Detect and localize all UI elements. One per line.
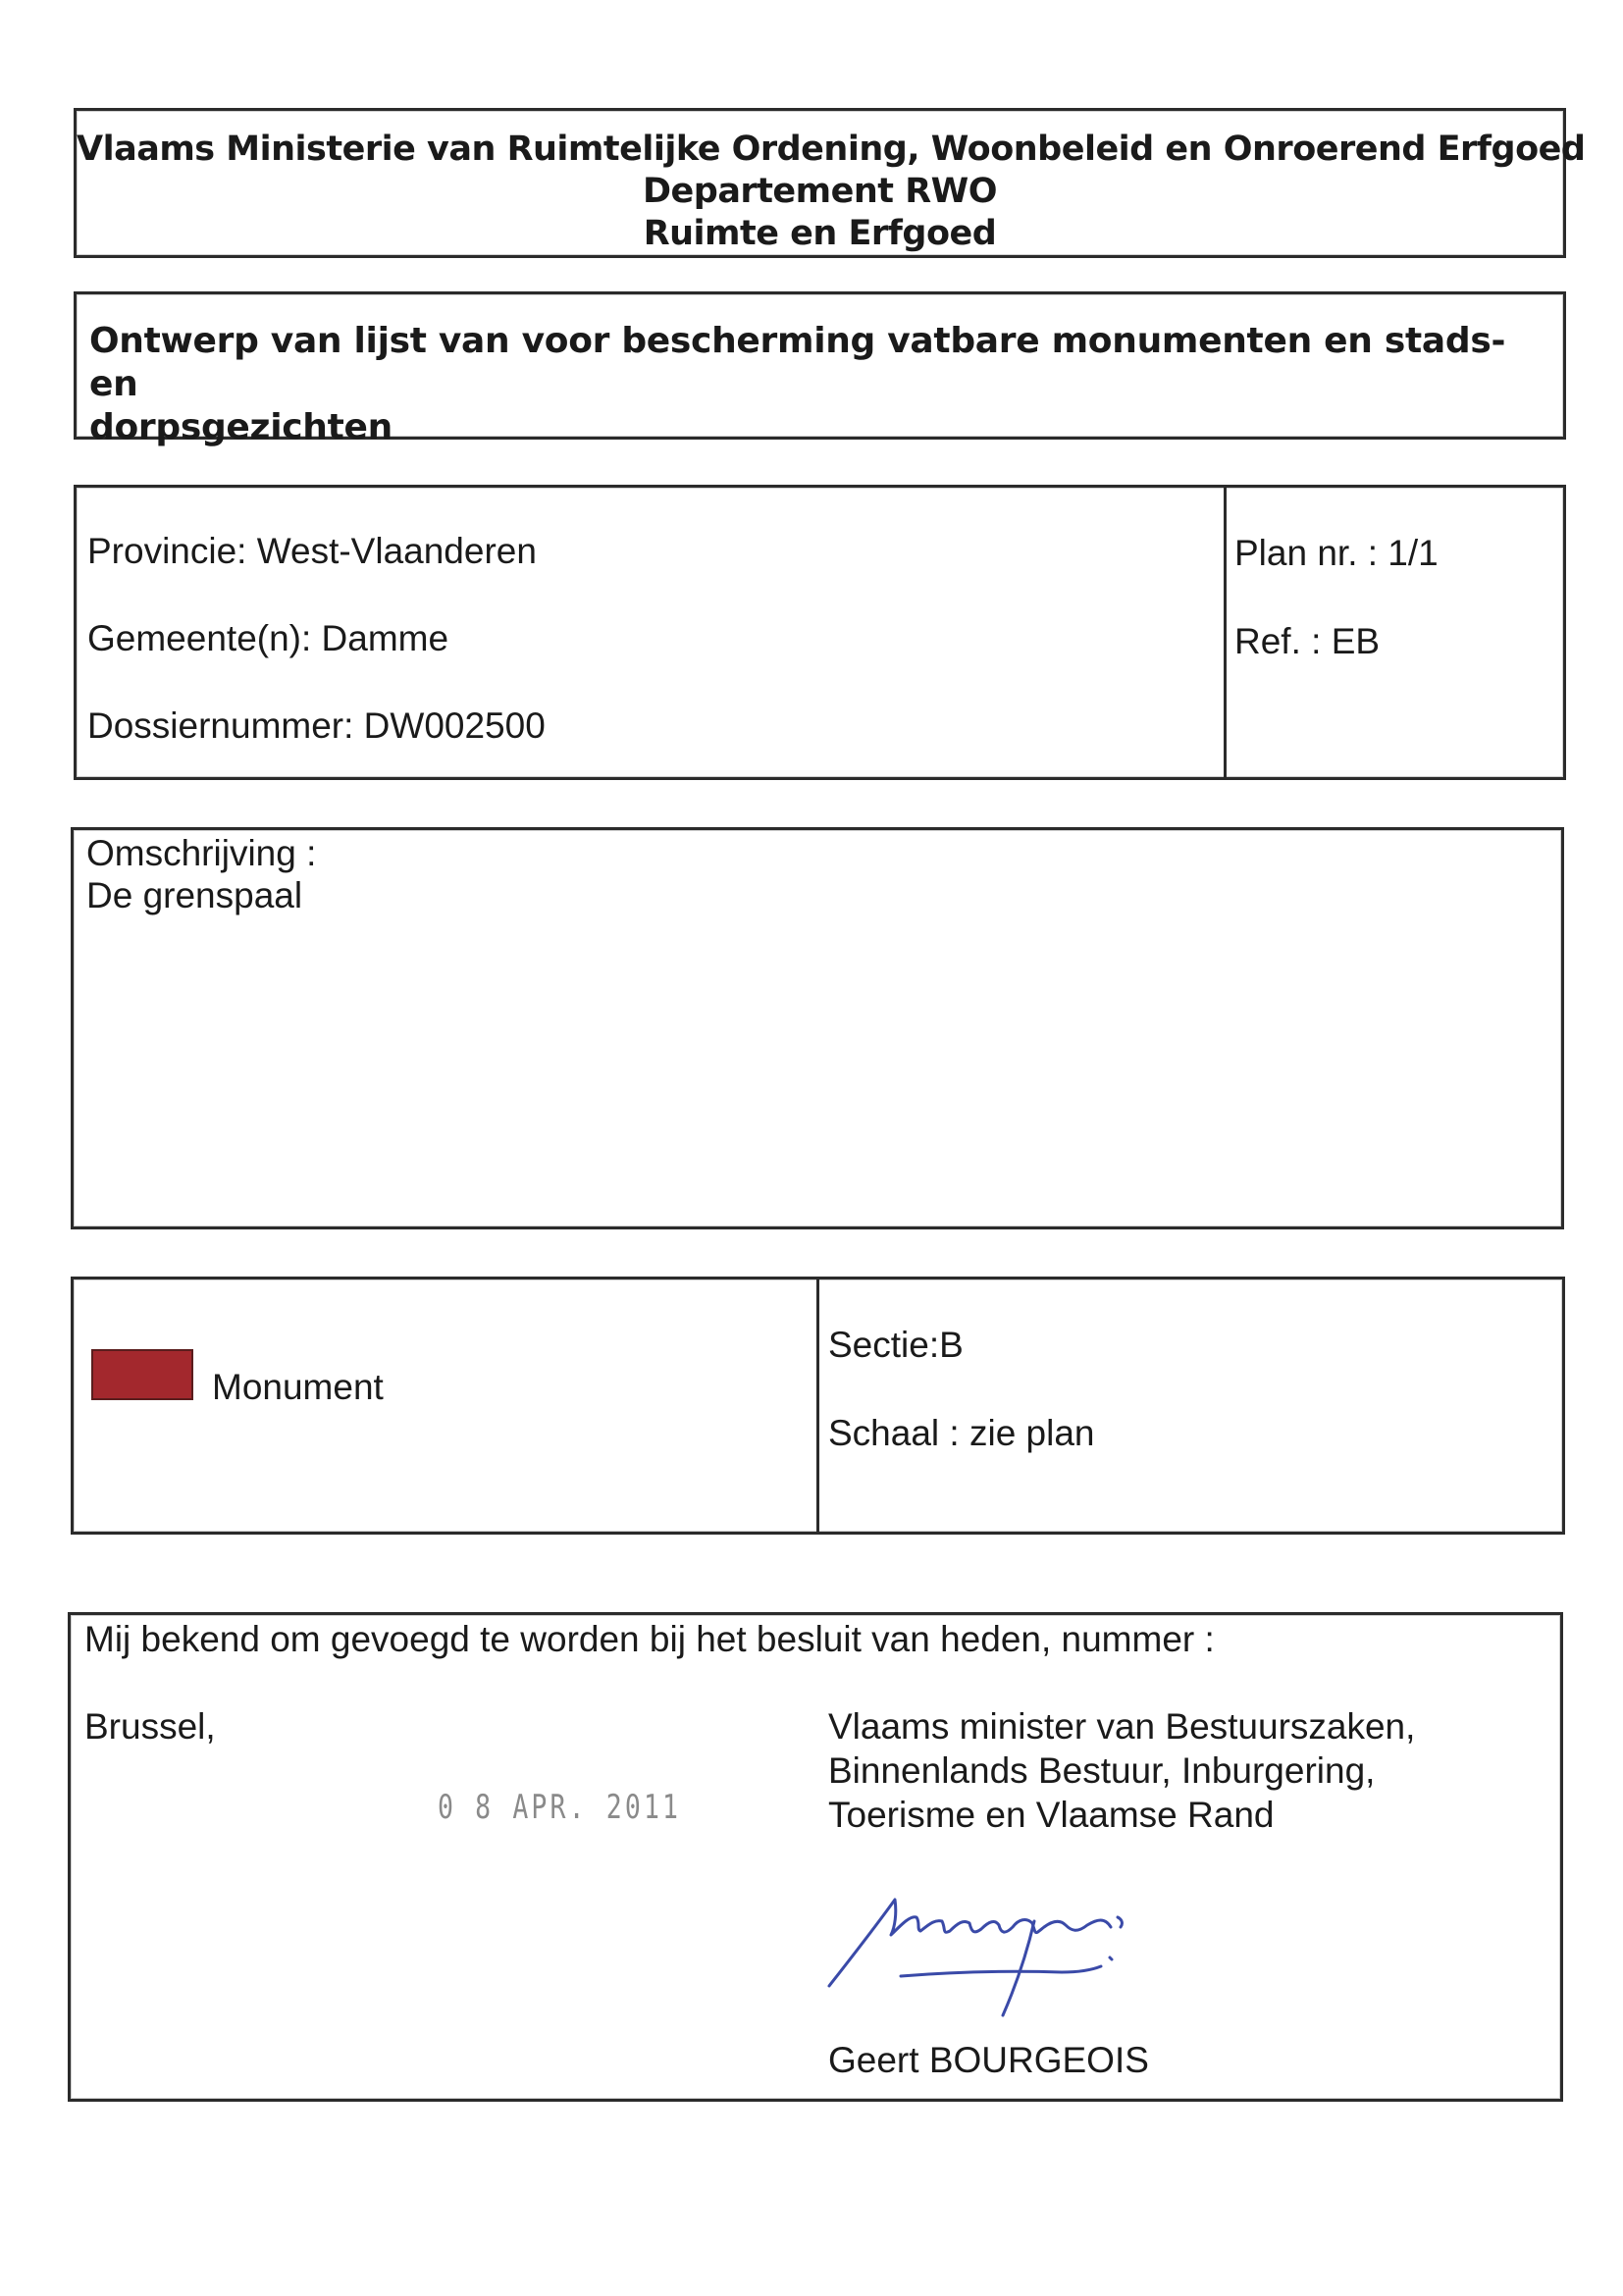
location-box bbox=[74, 485, 1566, 780]
reference-field: Ref. : EB bbox=[1234, 621, 1381, 661]
location-details bbox=[77, 488, 1227, 777]
minister-title-line1: Vlaams minister van Bestuurszaken, bbox=[828, 1706, 1416, 1747]
monument-legend-label: Monument bbox=[212, 1367, 384, 1407]
signoff-box bbox=[68, 1612, 1563, 2102]
handwritten-signature bbox=[826, 1870, 1150, 2017]
place-label: Brussel, bbox=[84, 1706, 216, 1747]
dossier-number-field: Dossiernummer: DW002500 bbox=[87, 705, 546, 746]
plan-number-field: Plan nr. : 1/1 bbox=[1234, 533, 1439, 573]
legend-box bbox=[71, 1277, 1565, 1535]
section-field: Sectie:B bbox=[828, 1325, 964, 1365]
document-title-line1: Ontwerp van lijst van voor bescherming vatbare monumenten en stads- en bbox=[89, 321, 1506, 404]
minister-title-line2: Binnenlands Bestuur, Inburgering, bbox=[828, 1750, 1376, 1791]
minister-title-line3: Toerisme en Vlaamse Rand bbox=[828, 1795, 1275, 1835]
description-box bbox=[71, 827, 1564, 1229]
scale-field: Schaal : zie plan bbox=[828, 1413, 1095, 1453]
municipality-field: Gemeente(n): Damme bbox=[87, 618, 449, 658]
monument-color-swatch bbox=[91, 1349, 193, 1400]
description-value: De grenspaal bbox=[86, 875, 303, 915]
document-title-box bbox=[74, 291, 1566, 447]
document-title-line2: dorpsgezichten bbox=[89, 407, 393, 447]
division-name: Ruimte en Erfgoed bbox=[643, 214, 997, 253]
ministry-name: Vlaams Ministerie van Ruimtelijke Ordening, Woonbeleid en Onroerend Erfgoed bbox=[77, 130, 1586, 169]
approval-statement: Mij bekend om gevoegd te worden bij het besluit van heden, nummer : bbox=[84, 1619, 1215, 1659]
signatory-name: Geert BOURGEOIS bbox=[828, 2040, 1149, 2080]
signature-strokes bbox=[829, 1900, 1122, 2015]
legend-panel bbox=[74, 1279, 819, 1532]
date-stamp: 0 8 APR. 2011 bbox=[438, 1788, 682, 1827]
province-field: Provincie: West-Vlaanderen bbox=[87, 531, 537, 571]
department-name: Departement RWO bbox=[642, 172, 998, 211]
plan-details bbox=[1227, 488, 1563, 777]
description-label: Omschrijving : bbox=[86, 833, 317, 873]
header-box bbox=[74, 108, 1586, 258]
